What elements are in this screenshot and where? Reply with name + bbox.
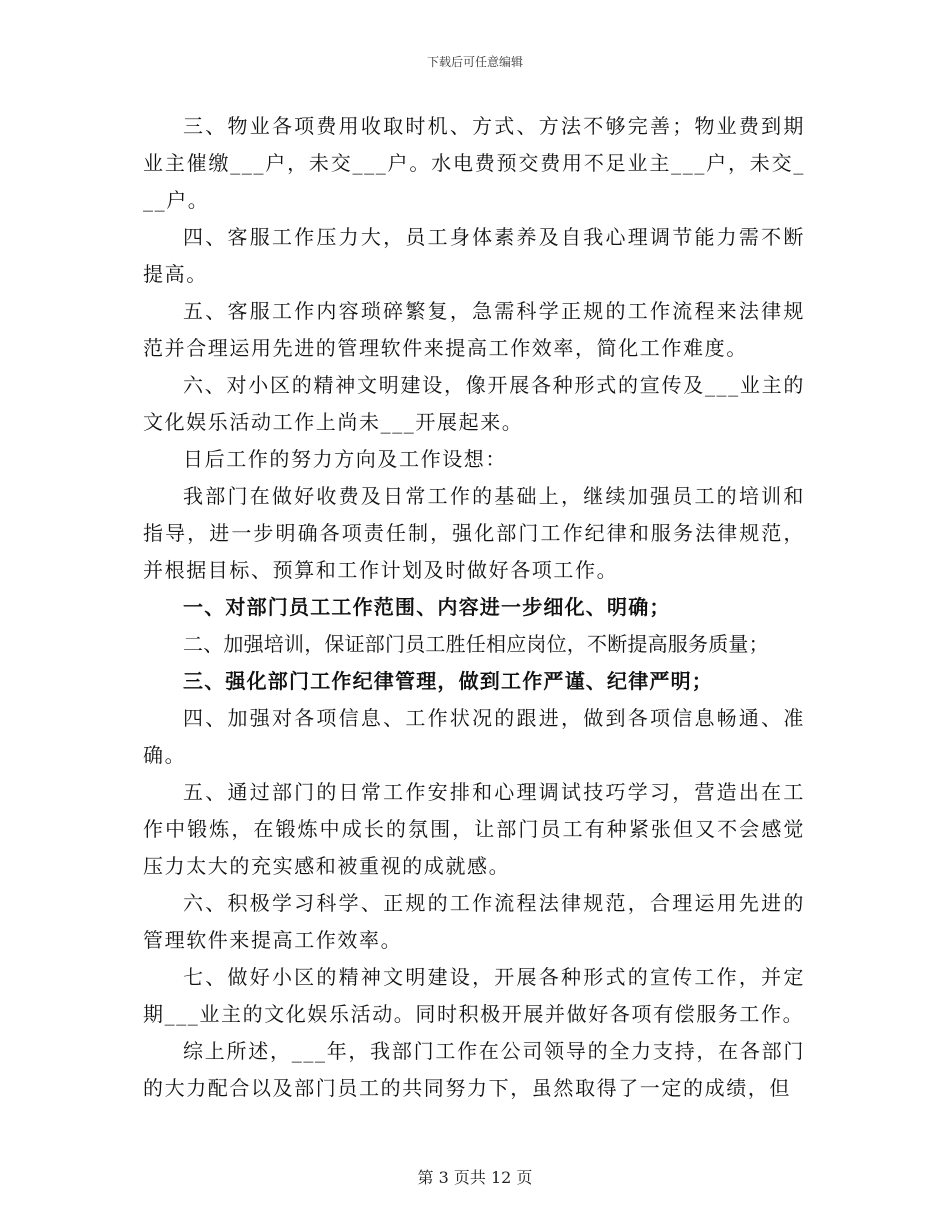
page-header: 下载后可任意编辑 xyxy=(426,55,523,69)
paragraph-summary: 综上所述，___年，我部门工作在公司领导的全力支持，在各部门的大力配合以及部门员工的共同努力下，虽然取得了一定的成绩，但 xyxy=(143,1039,805,1100)
page-number-footer: 第 3 页共 12 页 xyxy=(417,1168,533,1187)
paragraph-item-5: 五、通过部门的日常工作安排和心理调试技巧学习，营造出在工作中锻炼，在锻炼中成长的氛围，让部门员工有种紧张但又不会感觉压力太大的充实感和被重视的成就感。 xyxy=(143,780,805,878)
paragraph-item-1: 一、对部门员工工作范围、内容进一步细化、明确； xyxy=(183,595,671,619)
paragraph-future-direction-heading: 日后工作的努力方向及工作设想： xyxy=(183,447,507,471)
paragraph-service-pressure: 四、客服工作压力大，员工身体素养及自我心理调节能力需不断提高。 xyxy=(143,225,805,286)
paragraph-department-plan: 我部门在做好收费及日常工作的基础上，继续加强员工的培训和指导，进一步明确各项责任制，强化部门工作纪律和服务法律规范，并根据目标、预算和工作计划及时做好各项工作。 xyxy=(143,484,805,582)
document-body xyxy=(143,108,805,1107)
paragraph-item-2: 二、加强培训，保证部门员工胜任相应岗位，不断提高服务质量； xyxy=(183,632,769,656)
paragraph-item-7: 七、做好小区的精神文明建设，开展各种形式的宣传工作，并定期___业主的文化娱乐活动。同时积极开展并做好各项有偿服务工作。 xyxy=(143,965,805,1026)
paragraph-item-4: 四、加强对各项信息、工作状况的跟进，做到各项信息畅通、准确。 xyxy=(143,706,805,767)
paragraph-work-complexity: 五、客服工作内容琐碎繁复，急需科学正规的工作流程来法律规范并合理运用先进的管理软件来提高工作效率，简化工作难度。 xyxy=(143,299,805,360)
paragraph-fee-collection: 三、物业各项费用收取时机、方式、方法不够完善；物业费到期业主催缴___户，未交___户。水电费预交费用不足业主___户，未交___户。 xyxy=(143,114,805,212)
paragraph-civilization-building: 六、对小区的精神文明建设，像开展各种形式的宣传及___业主的文化娱乐活动工作上尚未___开展起来。 xyxy=(143,373,805,434)
paragraph-item-3: 三、强化部门工作纪律管理，做到工作严谨、纪律严明； xyxy=(183,669,713,693)
paragraph-item-6: 六、积极学习科学、正规的工作流程法律规范，合理运用先进的管理软件来提高工作效率。 xyxy=(143,891,805,952)
